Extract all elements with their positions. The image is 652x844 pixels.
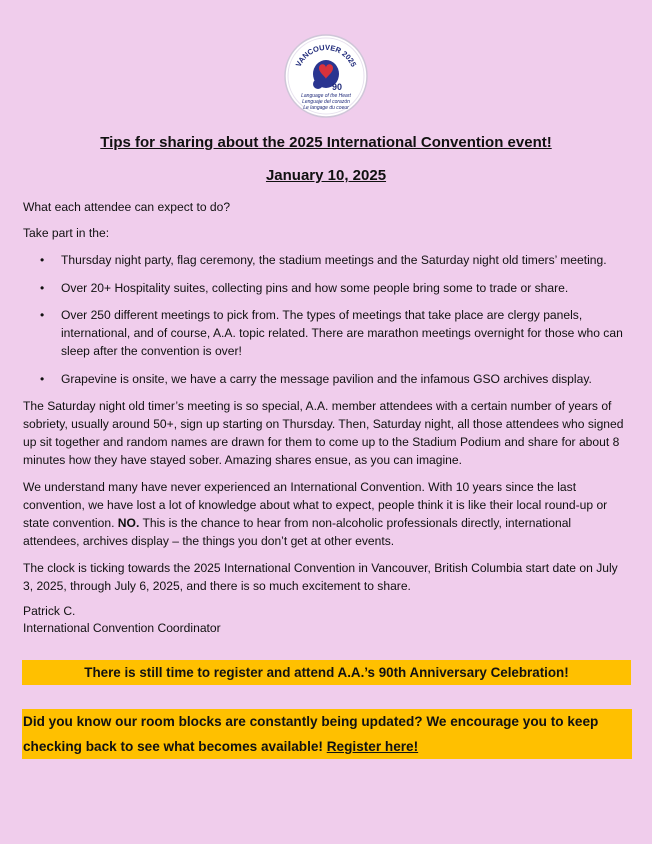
bullet-icon: • [40, 253, 45, 267]
understand-text-b: This is the chance to hear from non-alcoholic professionals directly, international attendees, archives display – the things you don’t get at other events. [23, 516, 572, 548]
room-blocks-banner [22, 709, 632, 759]
intro-question: What each attendee can expect to do? [23, 200, 231, 214]
logo-arc-text: VANCOUVER 2025 [293, 42, 359, 69]
signature-name: Patrick C. [23, 604, 76, 618]
logo-number: 90 [332, 82, 343, 92]
list-item-text: Over 250 different meetings to pick from. The types of meetings that take place are clergy panels, international, and of course, A.A. topic related. There are marathon meetings overnight for those who can sleep after the convention is over! [61, 308, 623, 358]
signature-role: International Convention Coordinator [23, 621, 221, 635]
register-time-banner: There is still time to register and attend A.A.’s 90th Anniversary Celebration! [22, 660, 631, 685]
bullet-icon: • [40, 372, 45, 386]
intro-take-part: Take part in the: [23, 226, 110, 240]
register-here-link[interactable]: Register here! [326, 739, 419, 754]
clock-paragraph: The clock is ticking towards the 2025 International Convention in Vancouver, British Columbia start date on July 3, 2025, through July 6, 2025, and there is so much excitement to share. [23, 561, 618, 593]
list-item-text: Thursday night party, flag ceremony, the stadium meetings and the Saturday night old timers’ meeting. [61, 253, 607, 267]
logo-caption-1: Language of the Heart [301, 93, 351, 99]
old-timers-paragraph: The Saturday night old timer’s meeting is so special, A.A. member attendees with a certain number of years of sobriety, usually around 50+, sign up starting on Thursday. Then, Saturday night, all those attendees who signed up sit together and random names are drawn for them to come up to the Stadium Podium and share for about 8 minutes how they have stayed sober. Amazing shares ensue, as you can imagine. [23, 399, 624, 467]
page-title: Tips for sharing about the 2025 International Convention event! [100, 134, 552, 151]
logo-caption-3: Le langage du coeur [303, 105, 349, 111]
bullet-icon: • [40, 281, 45, 295]
list-item-text: Over 20+ Hospitality suites, collecting pins and how some people bring some to trade or share. [61, 281, 569, 295]
page-date: January 10, 2025 [265, 167, 387, 184]
understand-paragraph [23, 478, 629, 550]
logo-caption-2: Lenguaje del corazón [302, 99, 350, 105]
understand-no: NO. [117, 516, 140, 530]
vancouver-2025-logo [284, 34, 368, 118]
bullet-icon: • [40, 308, 45, 322]
room-blocks-text: Did you know our room blocks are constantly being updated? We encourage you to keep checking back to see what becomes available! [23, 714, 599, 754]
list-item-text: Grapevine is onsite, we have a carry the message pavilion and the infamous GSO archives display. [61, 372, 592, 386]
understand-text-a: We understand many have never experienced an International Convention. With 10 years since the last convention, we have lost a lot of knowledge about what to expect, people think it is like their local round-up or state convention. [23, 480, 608, 530]
